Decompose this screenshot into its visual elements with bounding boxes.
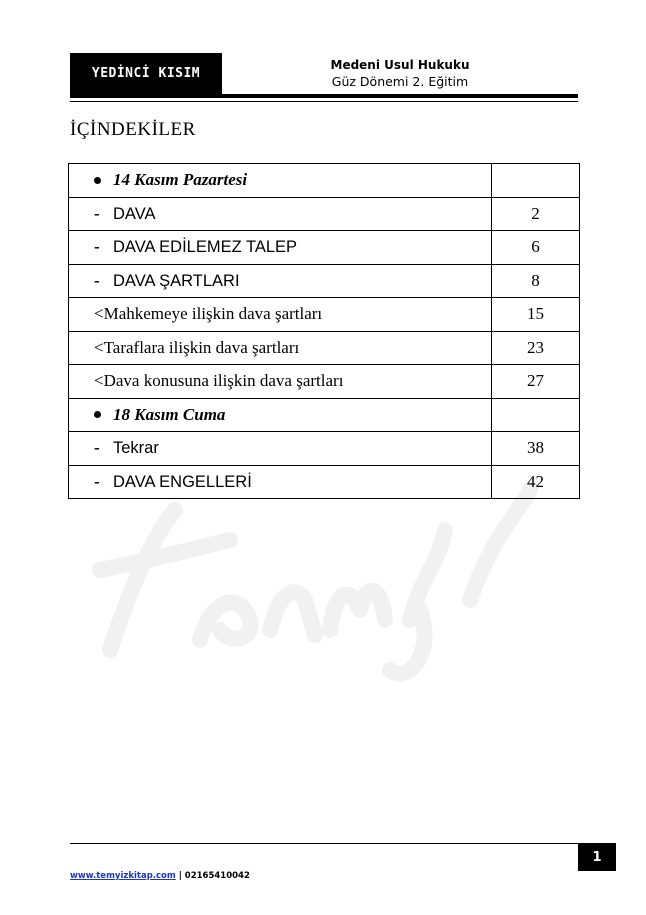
dash-marker: - — [94, 438, 100, 458]
toc-row — [69, 231, 580, 265]
toc-row — [69, 264, 580, 298]
header-rule-thin — [70, 101, 578, 102]
toc-entry-page: 23 — [492, 331, 580, 365]
section-label-box — [70, 53, 222, 94]
toc-entry-label-cell — [69, 298, 492, 332]
toc-row — [69, 432, 580, 466]
toc-entry-label-cell — [69, 365, 492, 399]
toc-entry-label-cell — [69, 465, 492, 499]
dash-marker: - — [94, 237, 100, 257]
toc-row — [69, 331, 580, 365]
toc-entry-page: 15 — [492, 298, 580, 332]
dash-marker: - — [94, 270, 100, 290]
toc-entry-label: DAVA EDİLEMEZ TALEP — [113, 238, 298, 257]
toc-entry-label-cell — [69, 231, 492, 265]
toc-entry-page: 8 — [492, 264, 580, 298]
term-title: Güz Dönemi 2. Eğitim — [331, 74, 469, 89]
footer-contact — [70, 871, 250, 881]
toc-entry-page: 2 — [492, 197, 580, 231]
toc-entry-label-cell — [69, 264, 492, 298]
footer-separator: | — [178, 871, 182, 881]
section-label: YEDİNCİ KISIM — [91, 66, 201, 81]
page-number-box — [578, 843, 616, 871]
toc-entry-label: Tekrar — [113, 439, 159, 458]
toc-entry-page: 6 — [492, 231, 580, 265]
toc-entry-label: DAVA — [113, 204, 156, 223]
toc-entry-label-cell — [69, 197, 492, 231]
toc-entry-label: <Dava konusuna ilişkin dava şartları — [94, 371, 344, 391]
toc-entry-page: 38 — [492, 432, 580, 466]
toc-entry-label-cell — [69, 331, 492, 365]
course-title: Medeni Usul Hukuku — [330, 58, 470, 72]
toc-title: İÇİNDEKİLER — [70, 119, 196, 140]
toc-entry-label-cell — [69, 164, 492, 198]
toc-entry-label: DAVA ENGELLERİ — [113, 472, 252, 491]
toc-entry-label: <Taraflara ilişkin dava şartları — [94, 337, 300, 357]
toc-entry-label-cell — [69, 432, 492, 466]
website-link[interactable]: www.temyizkitap.com — [70, 871, 176, 881]
toc-entry-page — [492, 164, 580, 198]
watermark-signature-image — [80, 470, 600, 690]
header-rule-thick — [70, 94, 578, 98]
footer-rule — [70, 843, 578, 844]
phone-number: 02165410042 — [184, 871, 250, 881]
toc-entry-label: DAVA ŞARTLARI — [113, 271, 240, 290]
dash-marker: - — [94, 203, 100, 223]
toc-row — [69, 465, 580, 499]
toc-entry-label-cell — [69, 398, 492, 432]
toc-entry-label: <Mahkemeye ilişkin dava şartları — [94, 304, 323, 324]
toc-entry-page: 42 — [492, 465, 580, 499]
dash-marker: - — [94, 471, 100, 491]
toc-row — [69, 164, 580, 198]
toc-entry-label: 18 Kasım Cuma — [113, 404, 226, 424]
bullet-icon — [94, 411, 101, 418]
toc-row — [69, 398, 580, 432]
toc-row — [69, 197, 580, 231]
toc-entry-label: 14 Kasım Pazartesi — [113, 170, 248, 190]
toc-entry-page: 27 — [492, 365, 580, 399]
toc-entry-page — [492, 398, 580, 432]
toc-row — [69, 298, 580, 332]
toc-row — [69, 365, 580, 399]
page-number: 1 — [592, 849, 602, 865]
bullet-icon — [94, 177, 101, 184]
toc-table — [68, 163, 580, 499]
